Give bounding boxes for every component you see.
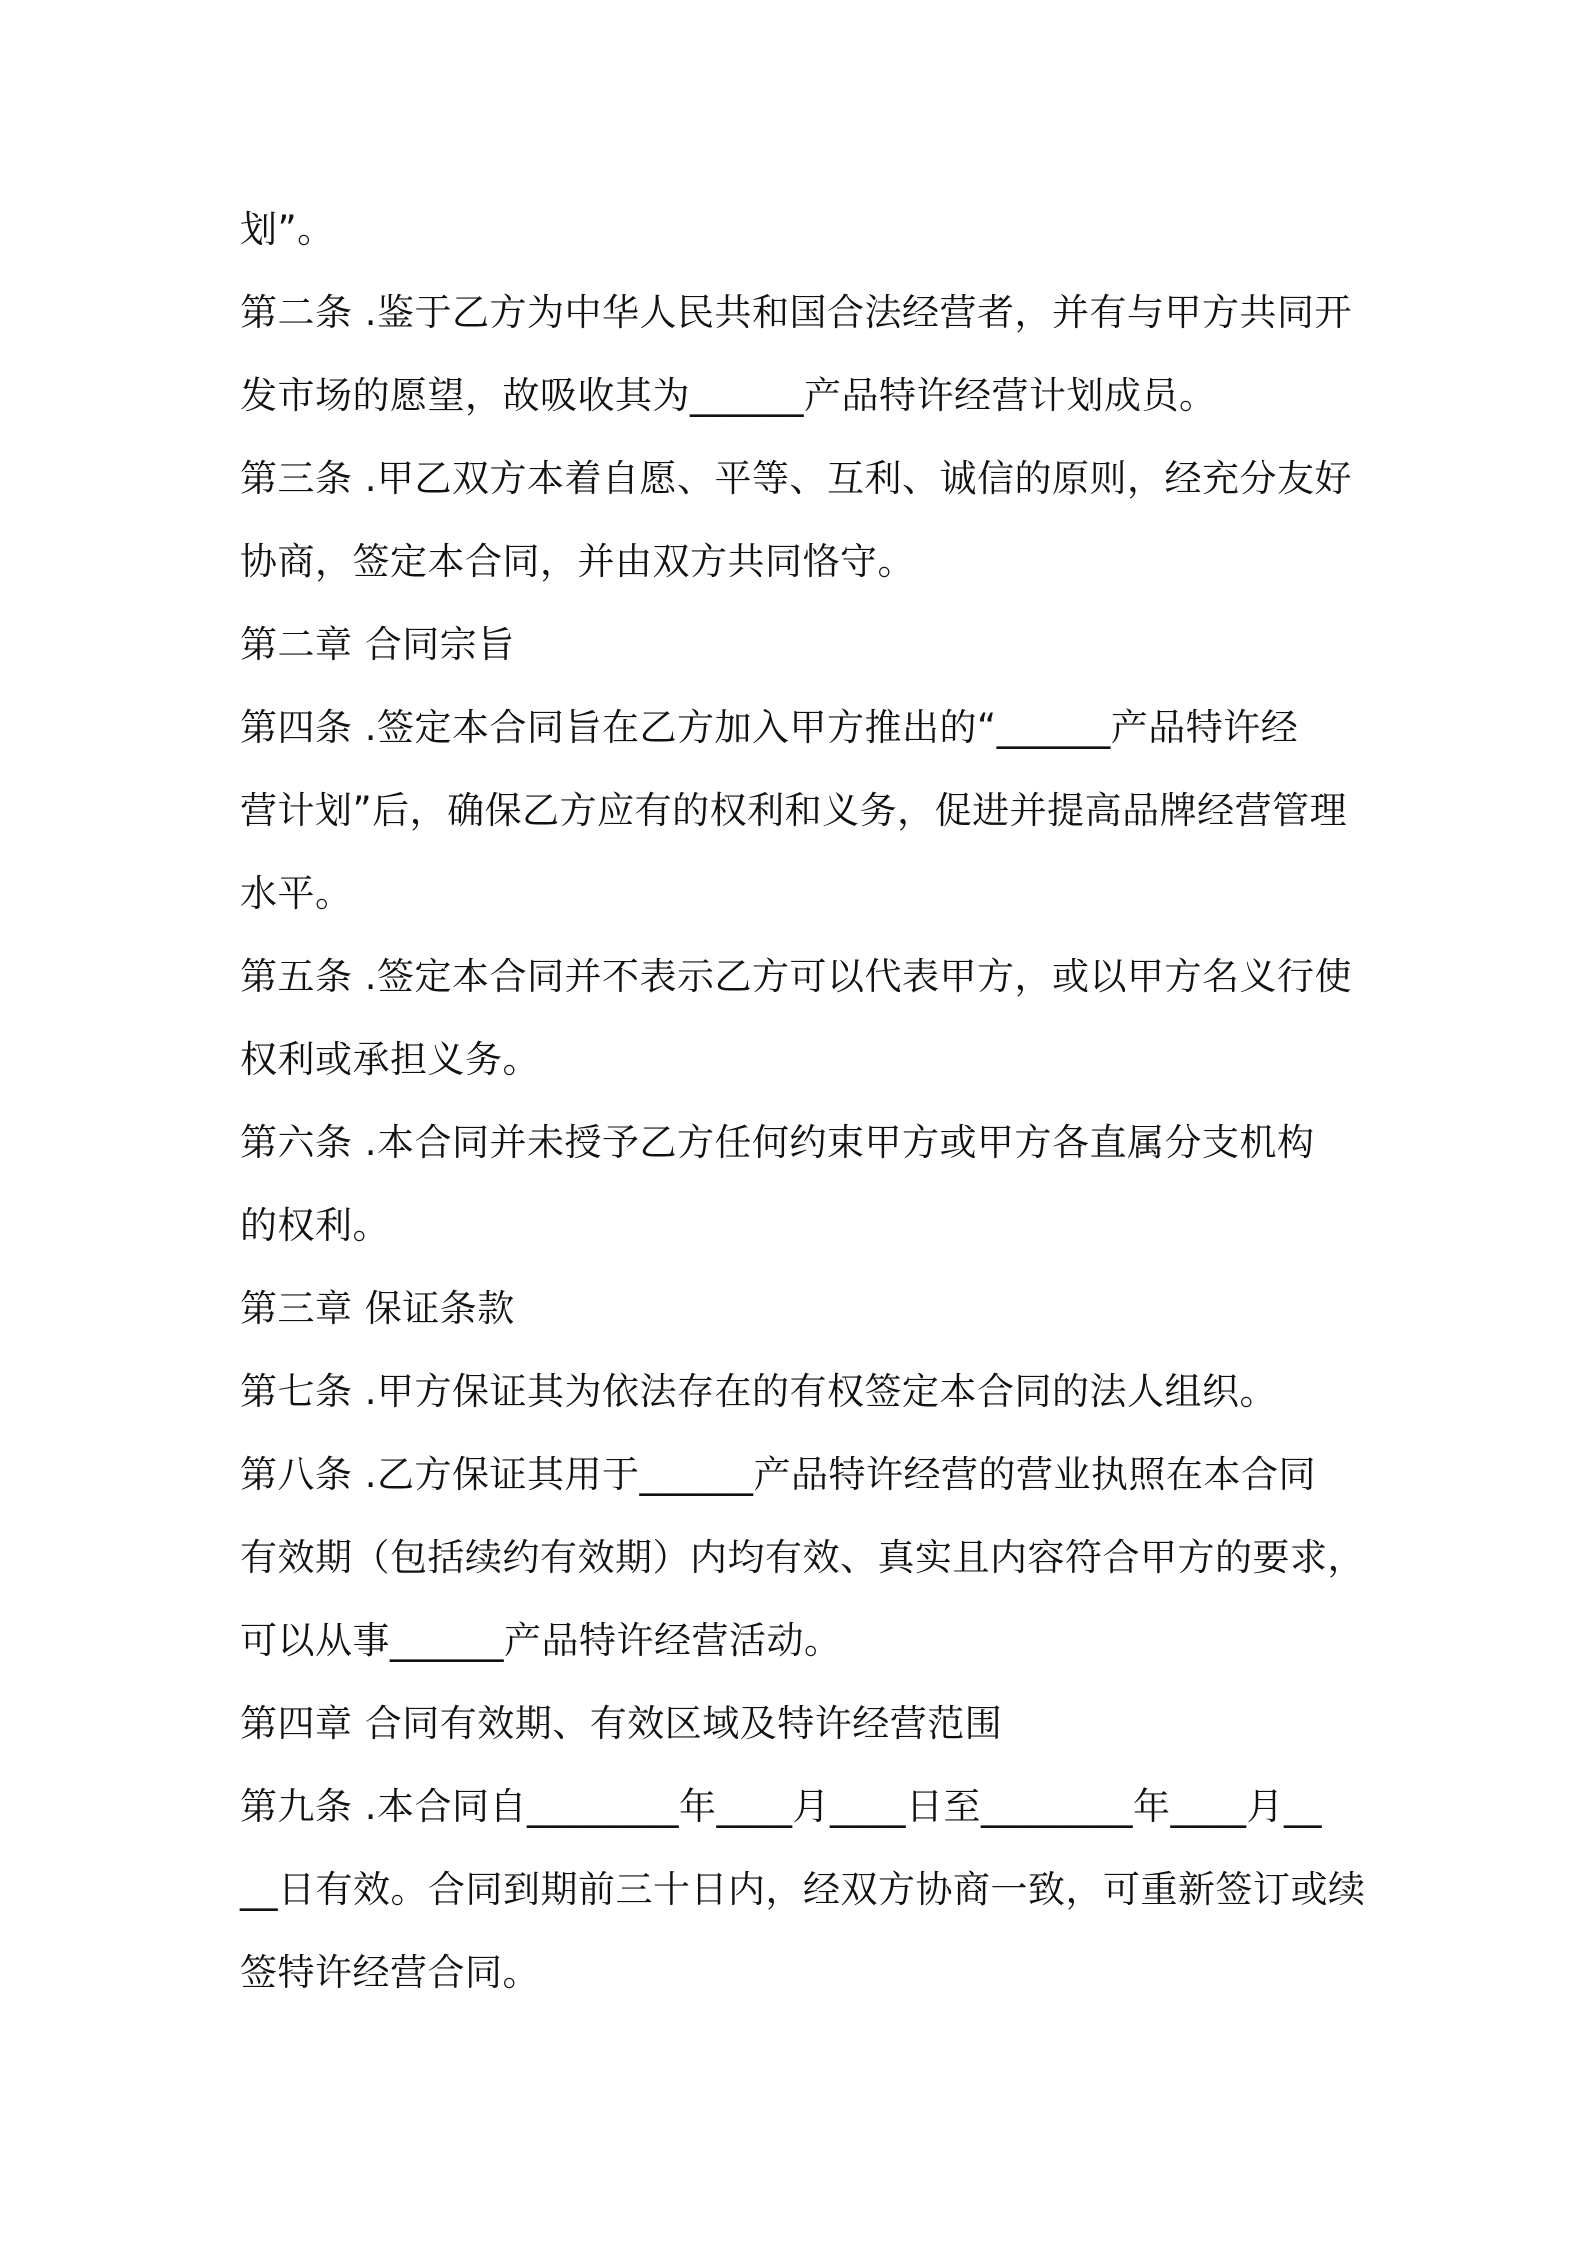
text-line: __日有效。合同到期前三十日内，经双方协商一致，可重新签订或续 <box>240 1868 1366 1911</box>
chapter-heading: 第二章 合同宗旨 <box>240 623 515 666</box>
text-line: 水平。 <box>240 872 353 915</box>
text-line: 签特许经营合同。 <box>240 1951 540 1994</box>
text-line: 协商，签定本合同，并由双方共同恪守。 <box>240 540 915 583</box>
text-line: 发市场的愿望，故吸收其为______产品特许经营计划成员。 <box>240 374 1217 417</box>
text-line: 权利或承担义务。 <box>240 1038 540 1081</box>
chapter-heading: 第三章 保证条款 <box>240 1287 515 1330</box>
text-line: 第三条 .甲乙双方本着自愿、平等、互利、诚信的原则，经充分友好 <box>240 457 1353 500</box>
text-line: 第八条 .乙方保证其用于______产品特许经营的营业执照在本合同 <box>240 1453 1317 1496</box>
chapter-heading: 第四章 合同有效期、有效区域及特许经营范围 <box>240 1702 1003 1745</box>
text-line: 第五条 .签定本合同并不表示乙方可以代表甲方，或以甲方名义行使 <box>240 955 1353 998</box>
text-line: 第四条 .签定本合同旨在乙方加入甲方推出的“______产品特许经 <box>240 706 1299 749</box>
text-line: 可以从事______产品特许经营活动。 <box>240 1619 842 1662</box>
document-body <box>240 198 1366 2024</box>
text-line: 第六条 .本合同并未授予乙方任何约束甲方或甲方各直属分支机构 <box>240 1121 1315 1164</box>
text-line: 划”。 <box>240 208 335 251</box>
text-line: 有效期（包括续约有效期）内均有效、真实且内容符合甲方的要求， <box>240 1536 1365 1579</box>
text-line: 第七条 .甲方保证其为依法存在的有权签定本合同的法人组织。 <box>240 1370 1278 1413</box>
text-line: 的权利。 <box>240 1204 390 1247</box>
text-line: 第二条 .鉴于乙方为中华人民共和国合法经营者，并有与甲方共同开 <box>240 291 1353 334</box>
text-line: 营计划”后，确保乙方应有的权利和义务，促进并提高品牌经营管理 <box>240 789 1348 832</box>
text-line: 第九条 .本合同自________年____月____日至________年____月__ <box>240 1785 1323 1828</box>
